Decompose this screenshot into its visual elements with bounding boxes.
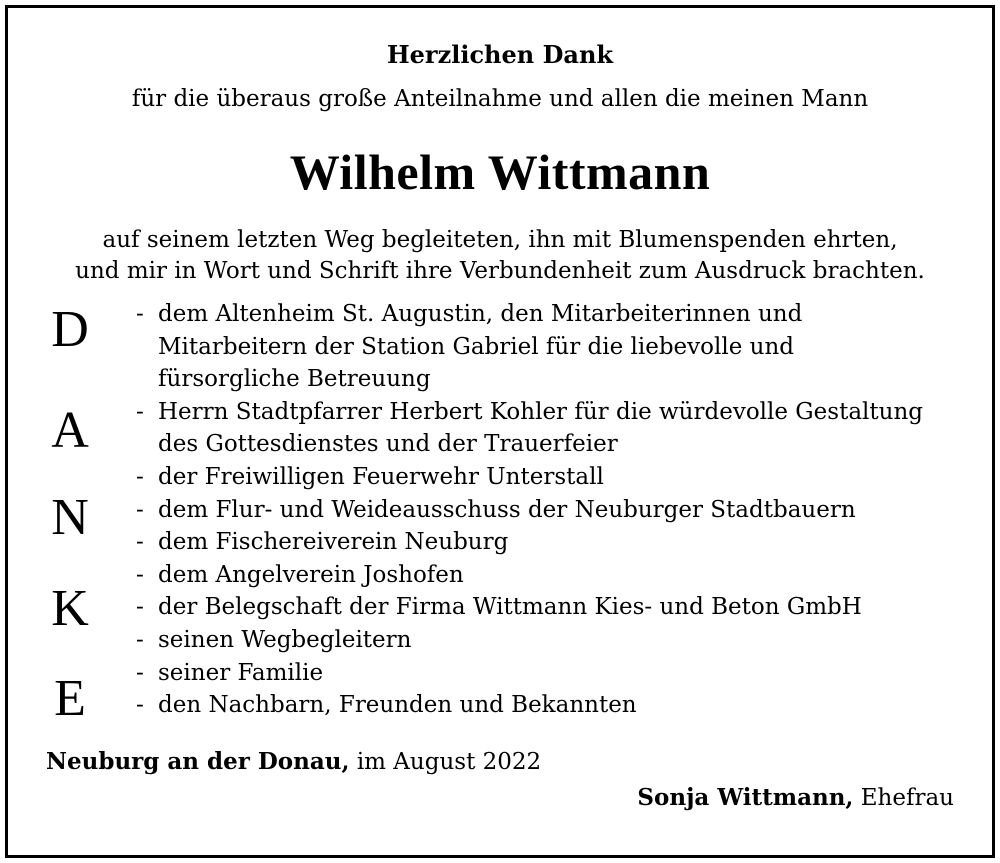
list-item [136,526,996,559]
list-item [136,298,996,396]
place-date [46,748,541,775]
intro-text: für die überaus große Anteilnahme und allen die meinen Mann [131,86,869,112]
list-item [136,494,996,527]
danke-letter-k: K [51,580,89,637]
list-dash: - [136,463,144,490]
list-dash: - [136,301,144,327]
list-item-line: der Belegschaft der Firma Wittmann Kies- und Beton GmbH [158,594,862,621]
thanks-text [0,225,1000,287]
place-name: Neuburg an der Donau, [46,748,350,775]
list-dash: - [136,692,144,719]
list-dash: - [136,398,144,425]
list-item-line: Herrn Stadtpfarrer Herbert Kohler für die würdevolle Gestaltung [158,398,923,425]
danke-letter-n: N [51,489,89,546]
list-dash: - [136,496,144,523]
list-item-line: dem Fischereiverein Neuburg [158,529,509,556]
signer-relation: Ehefrau [853,785,954,811]
list-item-line: der Freiwilligen Feuerwehr Unterstall [158,463,604,490]
list-item-line: des Gottesdienstes und der Trauerfeier [158,431,618,458]
list-item-line: seiner Familie [158,659,324,686]
thanks-list [136,298,996,722]
danke-letter-a: A [51,402,89,459]
list-dash: - [136,659,144,686]
thanks-line: auf seinem letzten Weg begleiteten, ihn mit Blumenspenden ehrten, [102,227,898,253]
danke-letter-d: D [51,301,89,358]
danke-letter-e: E [54,670,86,727]
heading: Herzlichen Dank [386,40,614,69]
list-item [136,396,996,461]
list-item-line: dem Altenheim St. Augustin, den Mitarbeiterinnen und [158,301,803,327]
list-item [136,461,996,494]
list-dash: - [136,594,144,621]
list-item [136,559,996,592]
list-item [136,689,996,722]
thanks-line: und mir in Wort und Schrift ihre Verbundenheit zum Ausdruck brachten. [75,258,925,284]
list-item-line: den Nachbarn, Freunden und Bekannten [158,692,637,719]
list-item-line: seinen Wegbegleitern [158,626,412,653]
list-dash: - [136,561,144,588]
list-item-line: fürsorgliche Betreuung [158,366,431,393]
list-dash: - [136,529,144,556]
signature [637,784,954,811]
list-item [136,591,996,624]
signer-name: Sonja Wittmann, [637,784,854,811]
list-item-line: dem Angelverein Joshofen [158,561,464,588]
list-item [136,624,996,657]
list-item-line: Mitarbeitern der Station Gabriel für die liebevolle und [158,333,794,360]
list-item-line: dem Flur- und Weideausschuss der Neuburger Stadtbauern [158,496,856,523]
list-item [136,657,996,690]
deceased-name: Wilhelm Wittmann [289,144,711,200]
date-text: im August 2022 [349,749,542,775]
list-dash: - [136,626,144,653]
